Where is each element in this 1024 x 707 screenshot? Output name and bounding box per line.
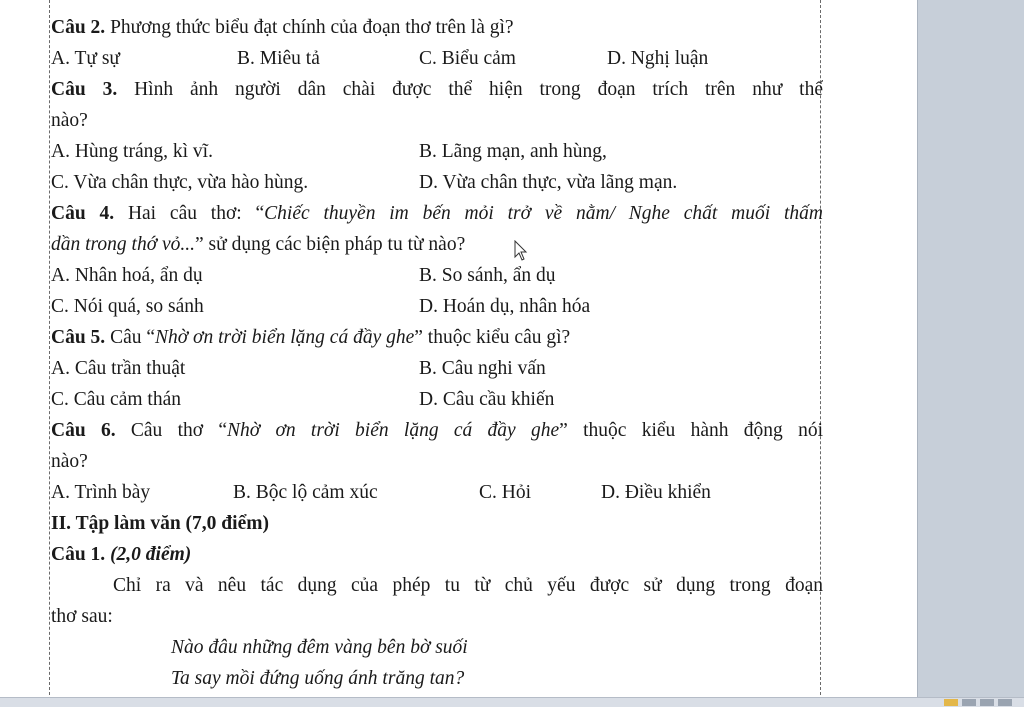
question-6-continued: [51, 446, 823, 477]
answer-row: [51, 260, 823, 291]
question-text: Hình ảnh người dân chài được thể hiện trong đoạn trích trên như thế: [117, 79, 823, 100]
answer-row: [51, 43, 823, 74]
answer-option: A. Nhân hoá, ẩn dụ: [51, 265, 203, 286]
window-background: [918, 0, 1024, 707]
question-text: ” thuộc kiểu câu gì?: [414, 327, 571, 348]
question-label: Câu 3.: [51, 79, 118, 100]
answer-option: C. Biểu cảm: [419, 48, 516, 69]
question-4: [51, 198, 823, 229]
print-layout-icon[interactable]: [944, 699, 958, 706]
answer-option: C. Vừa chân thực, vừa hào hùng.: [51, 172, 309, 193]
web-layout-icon[interactable]: [980, 699, 994, 706]
answer-row: [51, 291, 823, 322]
question-6: [51, 415, 823, 446]
essay-question-1: [51, 539, 823, 570]
status-bar: [0, 697, 1024, 707]
answer-row: [51, 384, 823, 415]
poem-line: Nào đâu những đêm vàng bên bờ suối: [171, 637, 468, 658]
answer-option: A. Hùng tráng, kì vĩ.: [51, 141, 213, 162]
question-text: Câu thơ “: [115, 420, 228, 441]
answer-option: D. Nghị luận: [607, 48, 709, 69]
question-text: Hai câu thơ: “: [114, 203, 265, 224]
answer-option: B. Miêu tả: [237, 48, 320, 69]
answer-row: [51, 167, 823, 198]
question-label: Câu 5.: [51, 327, 106, 348]
quoted-verse: Chiếc thuyền im bến mỏi trở về nằm/ Nghe chất muối thấm: [264, 203, 823, 224]
answer-option: A. Tự sự: [51, 48, 120, 69]
full-screen-icon[interactable]: [962, 699, 976, 706]
question-points: (2,0 điểm): [105, 544, 192, 565]
text-boundary-left: [49, 0, 50, 700]
question-3: [51, 74, 823, 105]
essay-prompt-continued: [51, 601, 823, 632]
prompt-text: thơ sau:: [51, 606, 113, 627]
answer-option: A. Trình bày: [51, 482, 151, 503]
prompt-text: Chỉ ra và nêu tác dụng của phép tu từ chủ yếu được sử dụng trong đoạn: [113, 575, 823, 596]
answer-option: C. Câu cảm thán: [51, 389, 181, 410]
quoted-verse: Nhờ ơn trời biển lặng cá đầy ghe: [155, 327, 415, 348]
answer-option: B. Lãng mạn, anh hùng,: [419, 141, 607, 162]
question-text: ” sử dụng các biện pháp tu từ nào?: [195, 234, 466, 255]
question-3-continued: [51, 105, 823, 136]
document-page[interactable]: [51, 12, 823, 694]
answer-option: A. Câu trần thuật: [51, 358, 186, 379]
question-text: ” thuộc kiểu hành động nói: [559, 420, 823, 441]
answer-option: B. Bộc lộ cảm xúc: [233, 482, 378, 503]
answer-option: C. Nói quá, so sánh: [51, 296, 204, 317]
outline-icon[interactable]: [998, 699, 1012, 706]
question-label: Câu 4.: [51, 203, 115, 224]
section-heading: [51, 508, 823, 539]
question-4-continued: [51, 229, 823, 260]
question-text: nào?: [51, 451, 88, 472]
poem-line: Ta say mồi đứng uống ánh trăng tan?: [171, 668, 465, 689]
quoted-verse: dần trong thớ vỏ...: [51, 234, 196, 255]
question-text: Câu “: [105, 327, 156, 348]
question-2: [51, 12, 823, 43]
answer-option: C. Hỏi: [479, 482, 532, 503]
answer-row: [51, 136, 823, 167]
answer-row: [51, 477, 823, 508]
view-buttons: [944, 699, 1012, 706]
mouse-pointer-icon: [514, 240, 528, 262]
question-label: Câu 2.: [51, 17, 106, 38]
answer-row: [51, 353, 823, 384]
question-label: Câu 6.: [51, 420, 116, 441]
section-title: II. Tập làm văn (7,0 điểm): [51, 513, 269, 534]
question-text: Phương thức biểu đạt chính của đoạn thơ trên là gì?: [105, 17, 514, 38]
essay-prompt: [51, 570, 823, 601]
answer-option: B. Câu nghi vấn: [419, 358, 546, 379]
question-5: [51, 322, 823, 353]
answer-option: D. Câu cầu khiến: [419, 389, 555, 410]
question-text: nào?: [51, 110, 88, 131]
answer-option: D. Điều khiển: [601, 482, 711, 503]
question-label: Câu 1.: [51, 544, 106, 565]
answer-option: B. So sánh, ẩn dụ: [419, 265, 556, 286]
answer-option: D. Hoán dụ, nhân hóa: [419, 296, 591, 317]
quoted-verse: Nhờ ơn trời biển lặng cá đầy ghe: [227, 420, 560, 441]
answer-option: D. Vừa chân thực, vừa lãng mạn.: [419, 172, 678, 193]
page-edge: [917, 0, 918, 707]
